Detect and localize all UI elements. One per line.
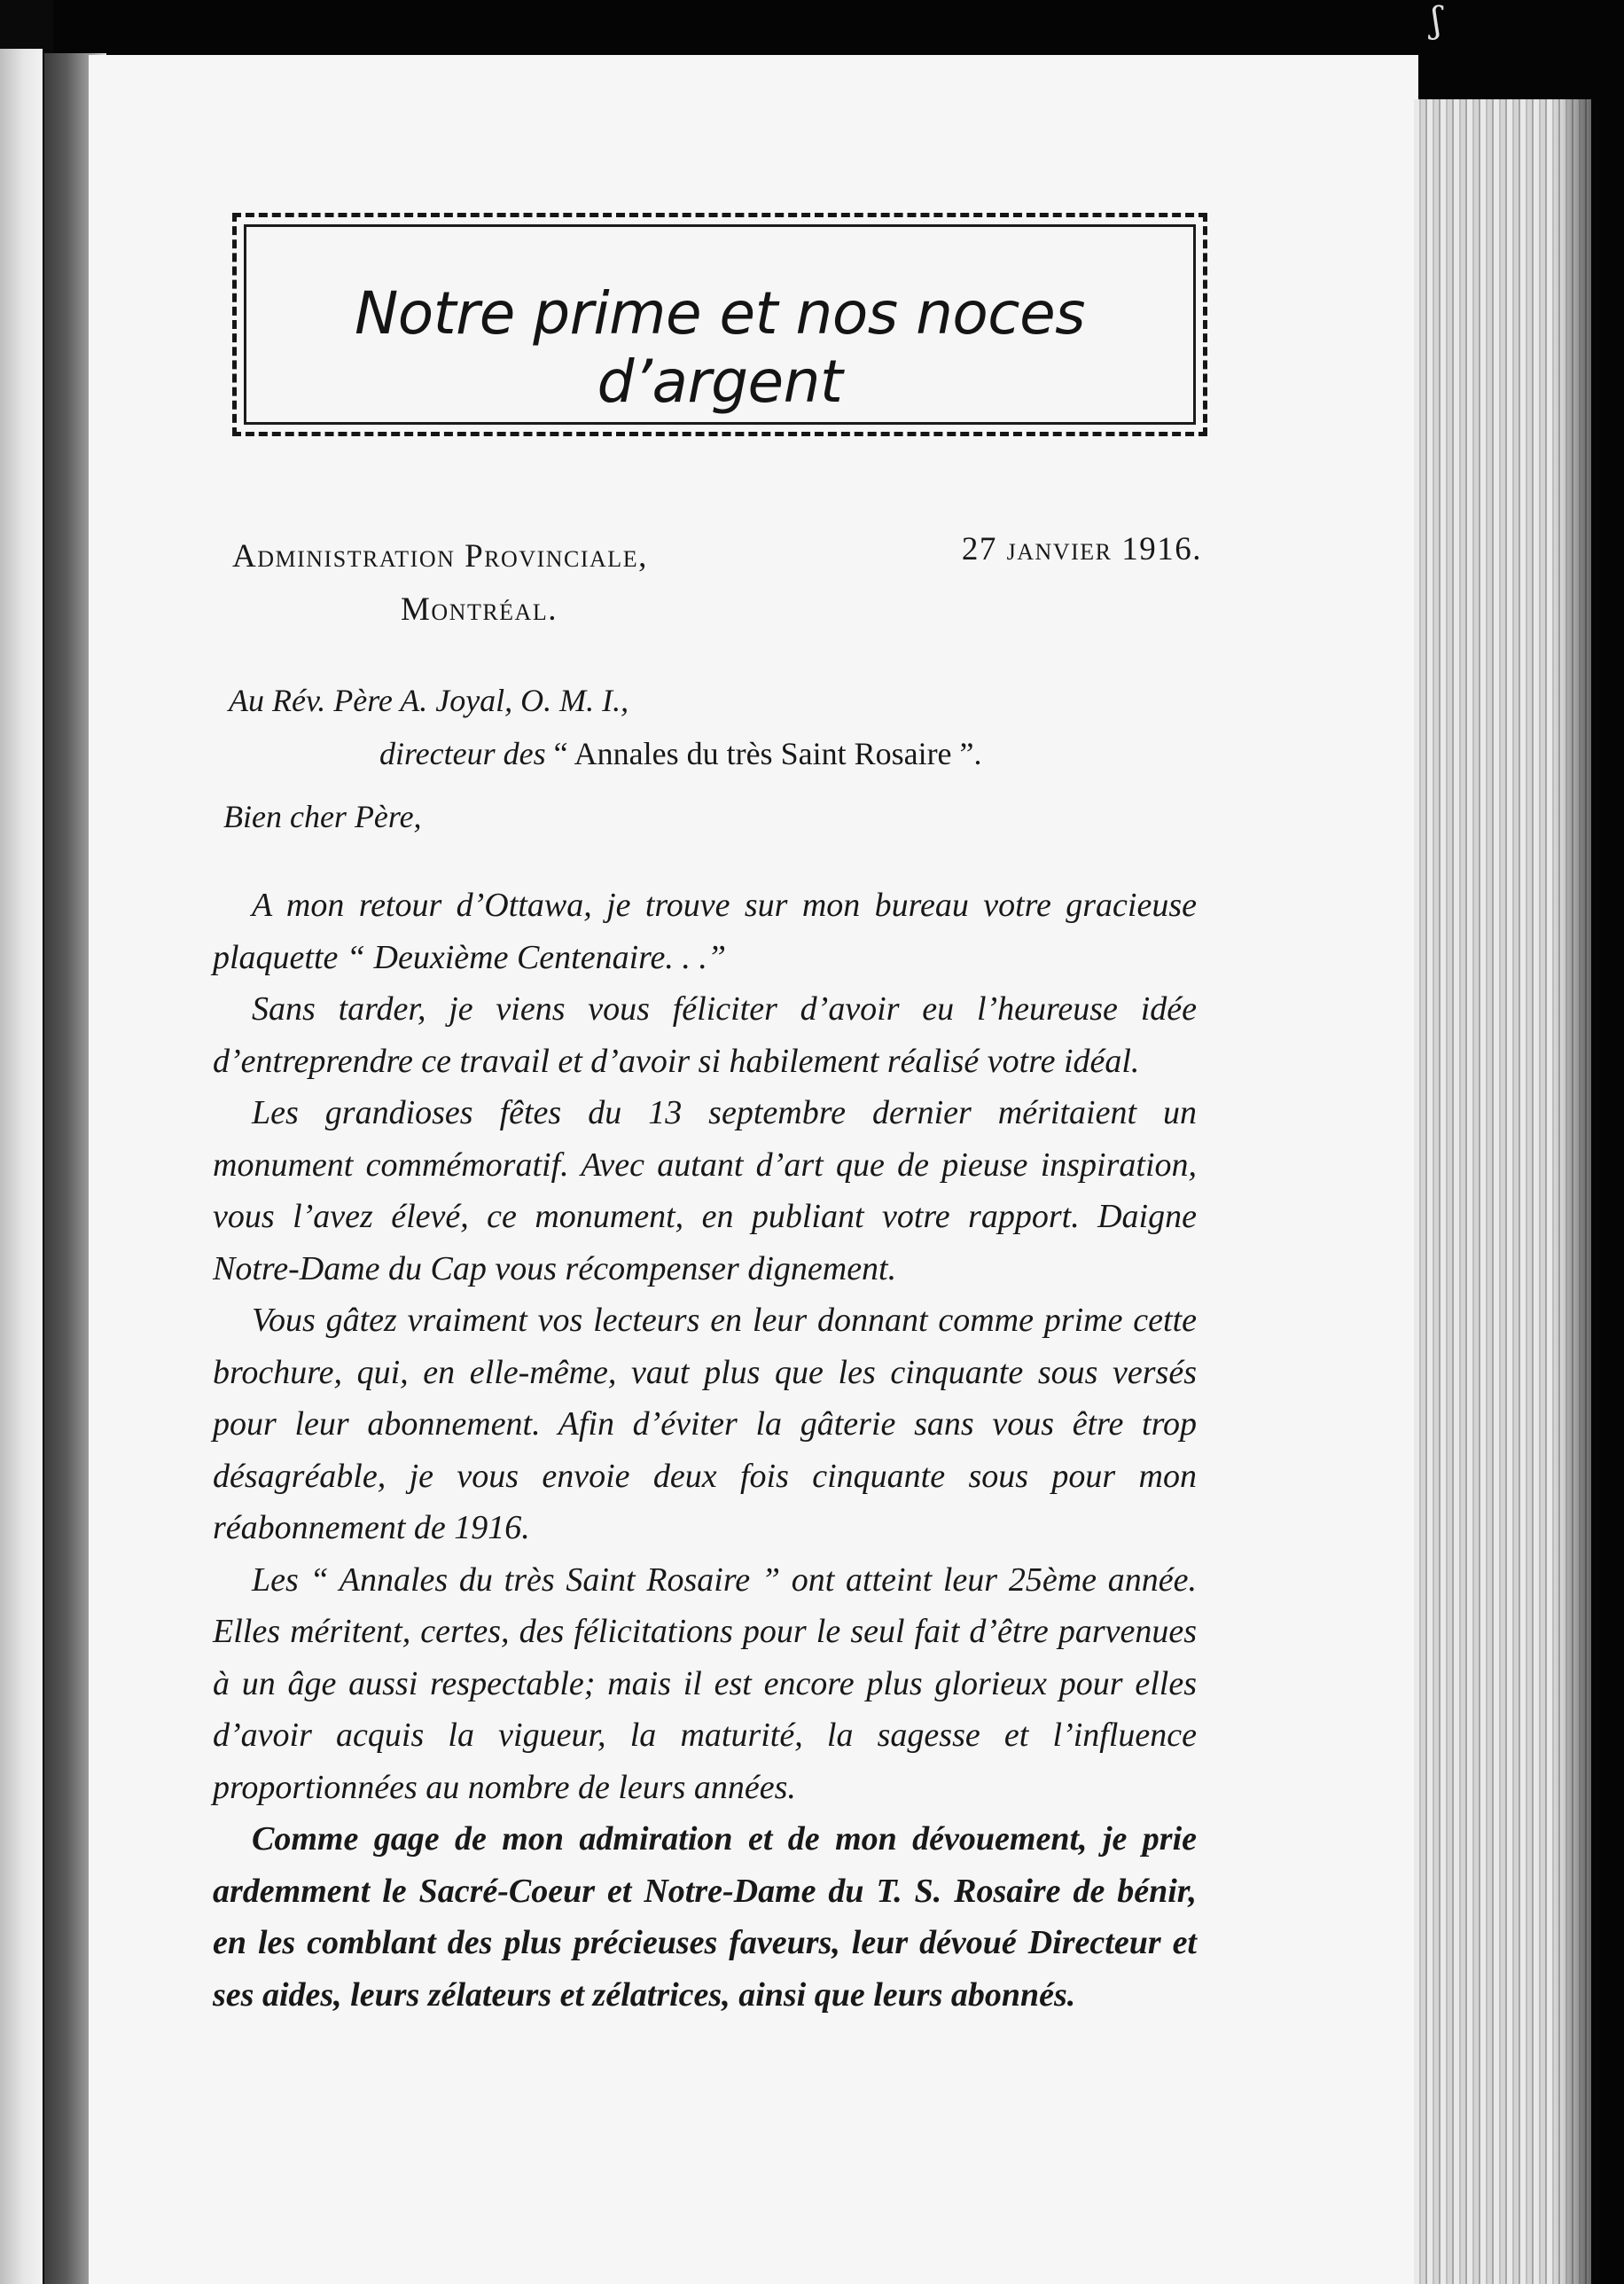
letter-body xyxy=(213,880,1197,2021)
address-block xyxy=(229,674,982,780)
salutation: Bien cher Père, xyxy=(223,799,422,834)
address-line-2 xyxy=(229,727,982,780)
page-edges-stack xyxy=(1414,99,1591,2284)
paragraph: Sans tarder, je viens vous féliciter d’avoir eu l’heureuse idée d’entreprendre ce travail et d’avoir si habilement réalisé votre idéal. xyxy=(213,990,1197,1080)
scan-mark-icon: ʃ xyxy=(1432,0,1441,41)
paragraph: A mon retour d’Ottawa, je trouve sur mon bureau votre gracieuse plaquette “ Deuxième Centenaire. . .” xyxy=(213,887,1197,976)
paragraph: Les “ Annales du très Saint Rosaire ” ont atteint leur 25ème année. Elles méritent, certes, des félicitations pour le seul fait d’être parvenues à un âge aussi respectable; mais il est encore plus glorieux pour elles d’avoir acquis la vigueur, la maturité, la sagesse et l’influence proportionnées au nombre de leurs années. xyxy=(213,1560,1197,1806)
sender-block xyxy=(232,530,648,637)
address-line-2-publication: “ Annales du très Saint Rosaire ”. xyxy=(553,736,982,771)
letter-date: 27 janvier 1916. xyxy=(961,531,1202,567)
paragraph: Comme gage de mon admiration et de mon dévouement, je prie ardemment le Sacré-Coeur et Notre-Dame du T. S. Rosaire de bénir, en les comblant des plus précieuses faveurs, leur dévoué Directeur et ses aides, leurs zélateurs et zélatrices, ainsi que leurs abonnés. xyxy=(213,1820,1197,2014)
page-title: Notre prime et nos noces d’argent xyxy=(354,279,1086,416)
address-line-2-italic: directeur des xyxy=(379,736,546,771)
sender-line-2: Montréal. xyxy=(401,591,558,628)
sender-line-1: Administration Provinciale, xyxy=(232,538,648,575)
address-line-1: Au Rév. Père A. Joyal, O. M. I., xyxy=(229,683,629,718)
facing-page-edge xyxy=(0,49,43,2284)
title-frame xyxy=(232,213,1207,436)
paragraph: Vous gâtez vraiment vos lecteurs en leur donnant comme prime cette brochure, qui, en elle-même, vaut plus que les cinquante sous versés pour leur abonnement. Afin d’éviter la gâterie sans vous être trop désagréable, je vous envoie deux fois cinquante sous pour mon réabonnement de 1916. xyxy=(213,1302,1197,1546)
paragraph: Les grandioses fêtes du 13 septembre dernier méritaient un monument commémoratif. Avec autant d’art que de pieuse inspiration, vous l’avez élevé, ce monument, en publiant votre rapport. Daigne Notre-Dame du Cap vous récompenser dignement. xyxy=(213,1094,1197,1287)
